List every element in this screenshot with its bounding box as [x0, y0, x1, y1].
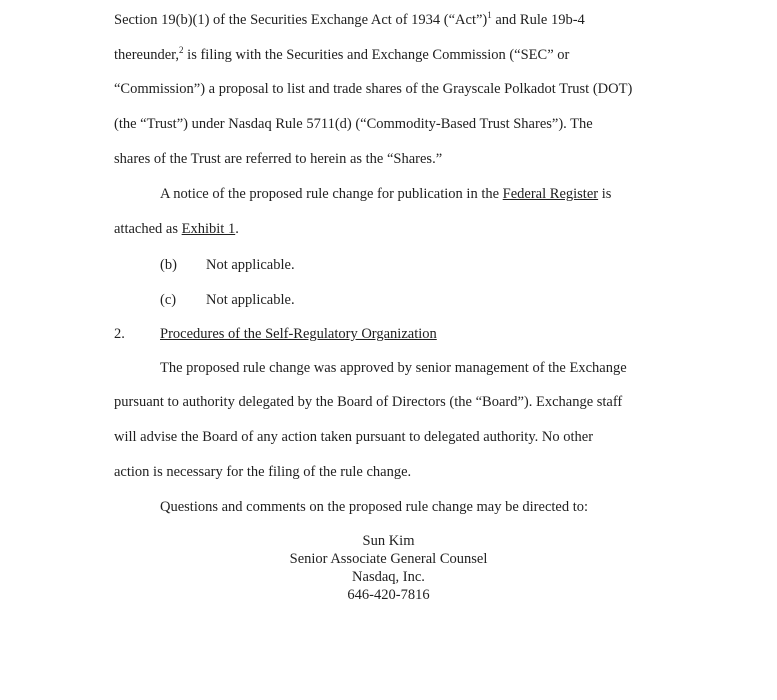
para2-line1-text: A notice of the proposed rule change for publication in the: [160, 186, 503, 202]
para1-line4: (the “Trust”) under Nasdaq Rule 5711(d) (“Commodity-Based Trust Shares”). The: [114, 116, 593, 132]
contact-company: Nasdaq, Inc.: [352, 569, 425, 585]
section2-line1: The proposed rule change was approved by senior management of the Exchange: [160, 360, 627, 376]
para2-line2-tail: .: [235, 221, 239, 237]
para1-line3: “Commission”) a proposal to list and trade shares of the Grayscale Polkadot Trust (DOT): [114, 81, 633, 97]
section2-line4: action is necessary for the filing of the rule change.: [114, 464, 412, 480]
para2-line1-tail: is: [598, 186, 612, 202]
para1-line1: [114, 11, 585, 29]
para2-line2-text: attached as: [114, 221, 182, 237]
questions-line: Questions and comments on the proposed rule change may be directed to:: [160, 499, 589, 515]
item-c-text: Not applicable.: [206, 292, 295, 308]
para1-line1-tail: and Rule 19b-4: [491, 12, 585, 28]
para1-line2-text: thereunder,: [114, 47, 180, 63]
para1-line2-tail: is filing with the Securities and Exchange Commission (“SEC” or: [183, 47, 570, 63]
section-2-heading: Procedures of the Self-Regulatory Organization: [160, 326, 437, 342]
contact-title: Senior Associate General Counsel: [289, 551, 488, 567]
item-c-label: (c): [160, 292, 177, 308]
para1-line5: shares of the Trust are referred to herein as the “Shares.”: [114, 151, 443, 167]
item-b-label: (b): [160, 257, 177, 273]
footnote-ref-2: 2: [179, 45, 184, 55]
para2-line1: [160, 185, 611, 203]
section2-line2: pursuant to authority delegated by the Board of Directors (the “Board”). Exchange staff: [114, 394, 623, 410]
para1-line2: [114, 46, 569, 64]
contact-phone: 646-420-7816: [347, 587, 430, 603]
item-b-text: Not applicable.: [206, 257, 295, 273]
para2-line2: [114, 220, 239, 238]
exhibit-1-text: Exhibit 1: [181, 221, 236, 237]
para1-line1-text: Section 19(b)(1) of the Securities Exchange Act of 1934 (“Act”): [114, 12, 488, 28]
contact-name: Sun Kim: [362, 533, 415, 549]
federal-register-text: Federal Register: [502, 186, 599, 202]
footnote-ref-1: 1: [487, 10, 492, 20]
section2-line3: will advise the Board of any action taken pursuant to delegated authority. No other: [114, 429, 594, 445]
section-2-number: 2.: [114, 326, 125, 342]
